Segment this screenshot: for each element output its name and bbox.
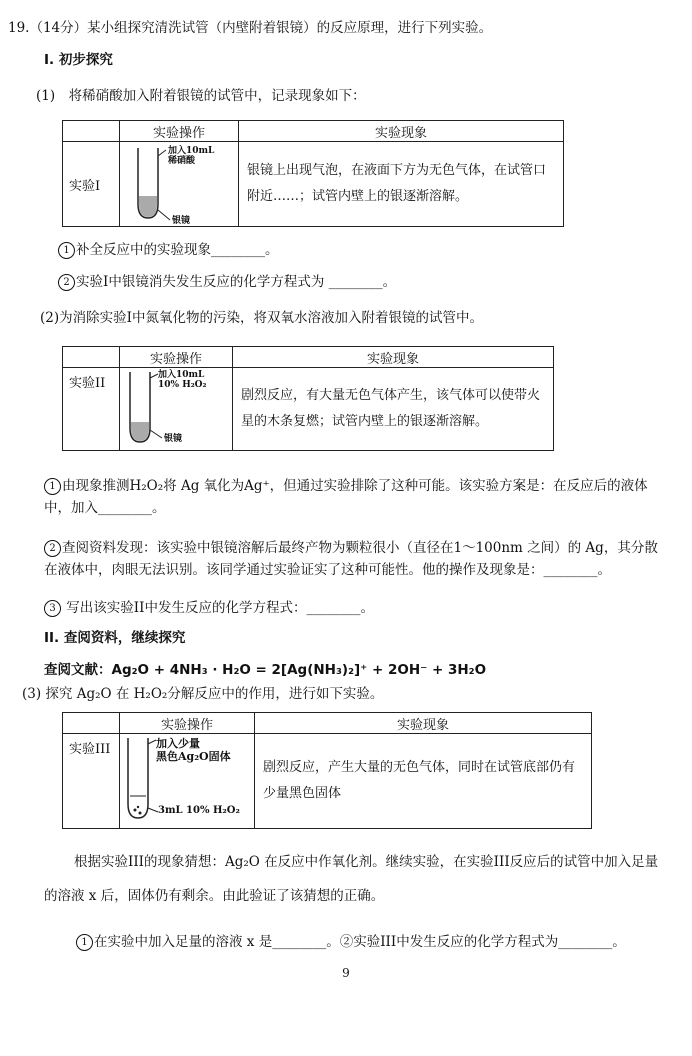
- experiment-3-observation: 剧烈反应，产生大量的无色气体，同时在试管底部仍有少量黑色固体: [255, 734, 592, 829]
- q3-paragraph-line2: 的溶液 x 后，固体仍有剩余。由此验证了该猜想的正确。: [44, 888, 385, 904]
- q1-sub1: 1 补全反应中的实验现象________。: [58, 240, 279, 260]
- table-corner: [63, 121, 120, 142]
- experiment-3-operation: [120, 734, 255, 829]
- header-operation: 实验操作: [120, 121, 239, 142]
- q2-sub3: 3 写出该实验II中发生反应的化学方程式：________。: [44, 598, 374, 618]
- table-corner: [63, 347, 120, 368]
- reference-equation: Ag₂O + 4NH₃ · H₂O = 2[Ag(NH₃)₂]⁺ + 2OH⁻ + 3H₂O: [111, 662, 487, 678]
- experiment-3-table: [62, 712, 592, 829]
- tube2-reagent2: 10% H₂O₂: [158, 380, 207, 390]
- experiment-1-observation: 银镜上出现气泡，在液面下方为无色气体，在试管口附近……；试管内壁上的银逐渐溶解。: [239, 142, 564, 227]
- tube1-reagent2: 稀硝酸: [168, 156, 196, 166]
- reference: 查阅文献：Ag₂O + 4NH₃ · H₂O = 2[Ag(NH₃)₂]⁺ + 2OH⁻ + 3H₂O: [44, 662, 487, 678]
- tube3-reagent: 加入少量: [156, 737, 200, 750]
- part1-title: I. 初步探究: [44, 52, 113, 68]
- tube2-mirror: 银镜: [164, 434, 183, 444]
- experiment-1-label: 实验I: [63, 142, 120, 227]
- header-observation: 实验现象: [255, 713, 592, 734]
- tube3-solution: 3mL 10% H₂O₂: [158, 805, 240, 816]
- page-number: 9: [342, 966, 350, 980]
- header-operation: 实验操作: [120, 713, 255, 734]
- circled-1: 1: [58, 242, 75, 259]
- q2-sub1-line2: 中，加入________。: [44, 500, 166, 516]
- question-header: 19.（14分）某小组探究清洗试管（内壁附着银镜）的反应原理，进行下列实验。: [8, 20, 493, 36]
- q2-sub2-line2: 在液体中，肉眼无法识别。该同学通过实验证实了这种可能性。他的操作及现象是：________。: [44, 562, 611, 578]
- q3-text: (3) 探究 Ag₂O 在 H₂O₂分解反应中的作用，进行如下实验。: [22, 686, 384, 702]
- tube1-reagent: 加入10mL: [168, 146, 215, 156]
- q1-sub2: 2 实验I中银镜消失发生反应的化学方程式为 ________。: [58, 272, 396, 292]
- experiment-3-label: 实验III: [63, 734, 120, 829]
- experiment-2-table: [62, 346, 554, 451]
- header-observation: 实验现象: [239, 121, 564, 142]
- tube2-reagent: 加入10mL: [158, 370, 205, 380]
- experiment-1-operation: [120, 142, 239, 227]
- circled-2: 2: [58, 274, 75, 291]
- q2-text: (2)为消除实验I中氮氧化物的污染，将双氧水溶液加入附着银镜的试管中。: [40, 310, 483, 326]
- experiment-2-observation: 剧烈反应，有大量无色气体产生，该气体可以使带火星的木条复燃；试管内壁上的银逐渐溶解。: [233, 368, 554, 451]
- header-operation: 实验操作: [120, 347, 233, 368]
- q2-sub2-line1: 2 查阅资料发现：该实验中银镜溶解后最终产物为颗粒很小（直径在1～100nm 之间）的 Ag，其分散: [44, 538, 658, 558]
- experiment-2-label: 实验II: [63, 368, 120, 451]
- part2-title: II. 查阅资料，继续探究: [44, 630, 186, 646]
- experiment-1-table: [62, 120, 564, 227]
- q2-sub1-line1: 1 由现象推测H₂O₂将 Ag 氧化为Ag⁺，但通过实验排除了这种可能。该实验方案是：在反应后的液体: [44, 476, 648, 496]
- q3-sub: 1 在实验中加入足量的溶液 x 是________。②实验III中发生反应的化学方程式为________。: [76, 932, 626, 952]
- tube3-reagent2: 黑色Ag₂O固体: [156, 750, 231, 763]
- table-corner: [63, 713, 120, 734]
- q3-paragraph-line1: 根据实验III的现象猜想：Ag₂O 在反应中作氧化剂。继续实验，在实验III反应后的试管中加入足量: [74, 854, 659, 870]
- tube1-mirror: 银镜: [172, 216, 191, 226]
- header-observation: 实验现象: [233, 347, 554, 368]
- experiment-2-operation: [120, 368, 233, 451]
- q1-text: (1) 将稀硝酸加入附着银镜的试管中，记录现象如下：: [36, 88, 366, 104]
